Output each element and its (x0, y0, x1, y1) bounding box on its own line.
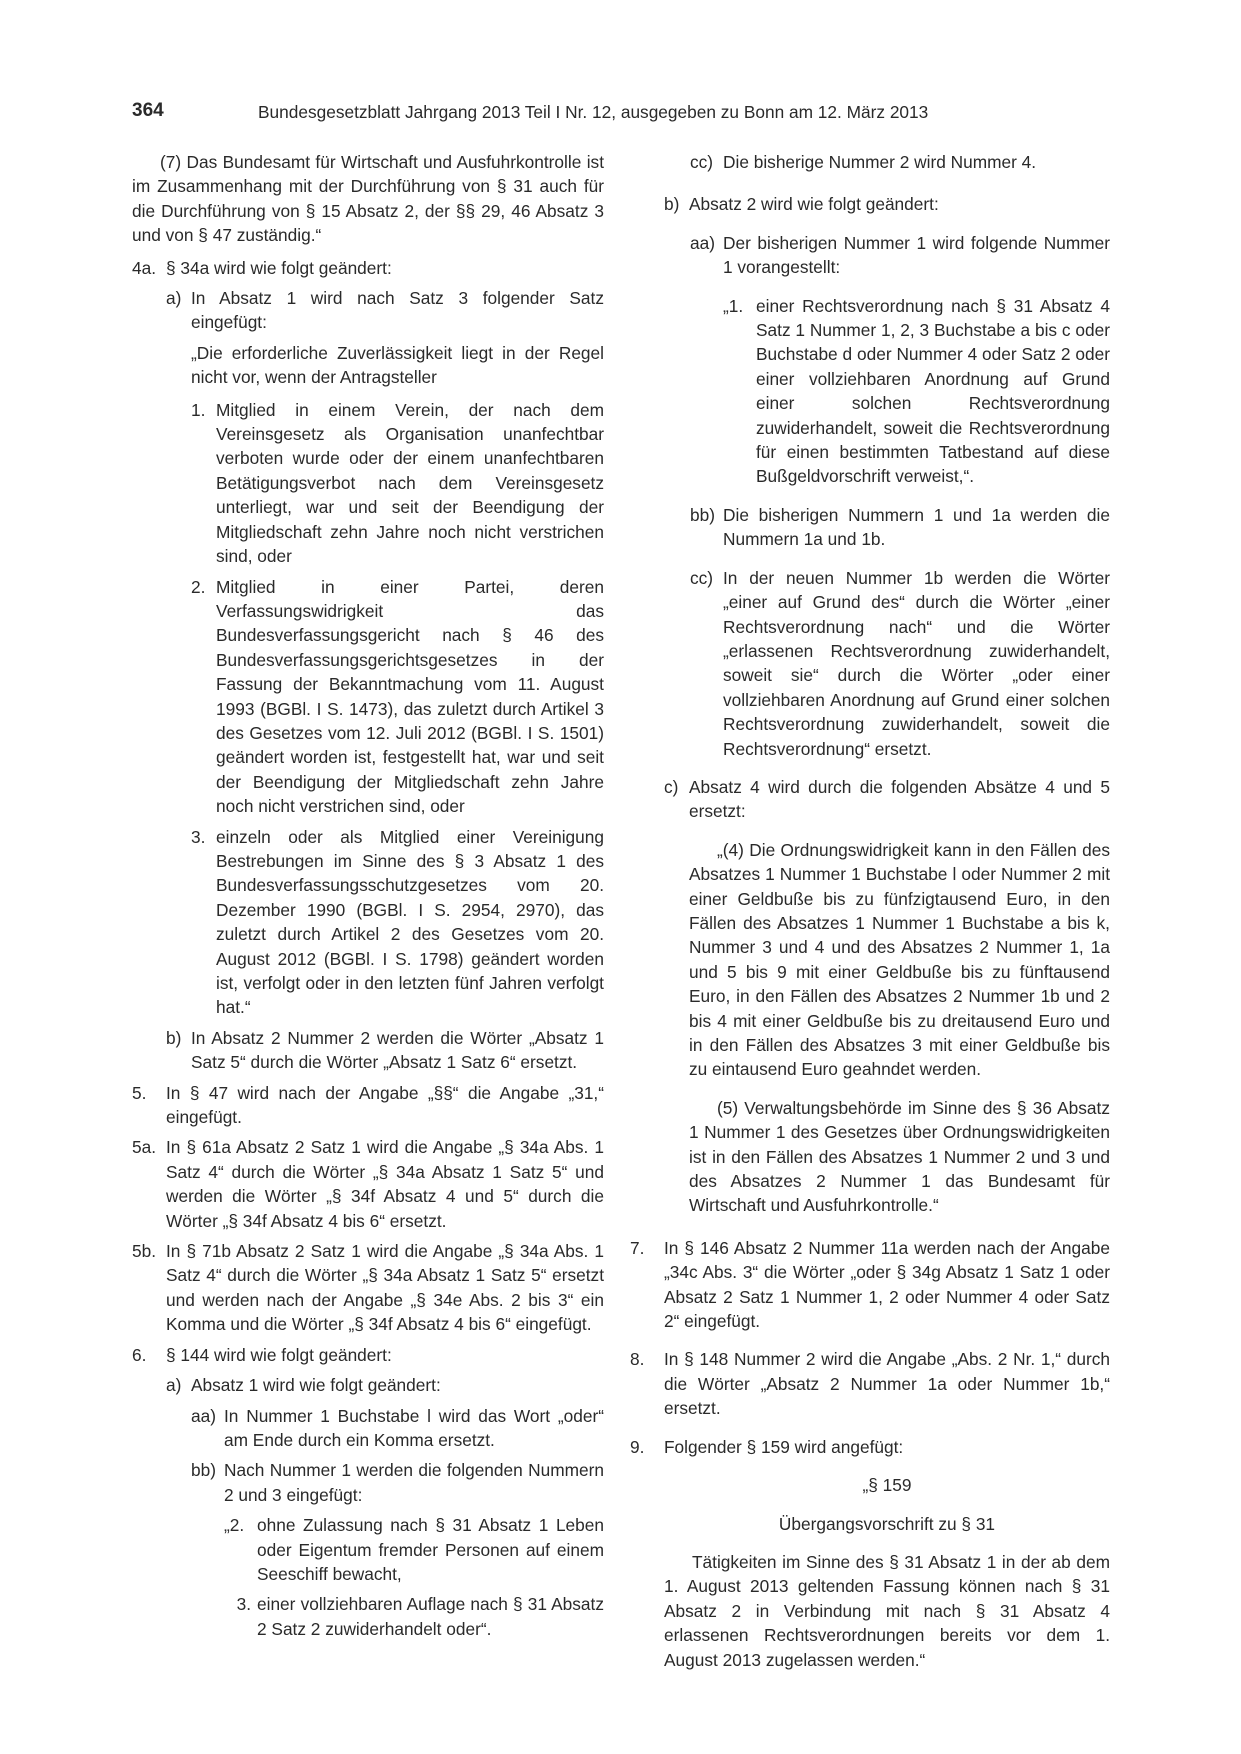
item-label: bb) (690, 504, 715, 525)
list-item-5b (132, 1239, 604, 1337)
item-label: aa) (191, 1405, 216, 1426)
paragraph-7: (7) Das Bundesamt für Wirtschaft und Ausfuhrkontrolle ist im Zusammenhang mit der Durchführung von § 31 auch für die Durchführung von § 15 Absatz 2, der §§ 29, 46 Absatz 3 und von § 47 zuständig.“ (132, 152, 604, 246)
list-item-b (664, 192, 1110, 216)
list-item-1 (191, 398, 604, 569)
list-item-b-cc (690, 566, 1110, 761)
item-text: Die bisherigen Nummern 1 und 1a werden die Nummern 1a und 1b. (723, 504, 1110, 550)
item-text: Absatz 4 wird durch die folgenden Absätze 4 und 5 ersetzt: (689, 776, 1110, 822)
item-label: bb) (191, 1460, 216, 1481)
list-item-4a (132, 256, 604, 280)
section-text: Tätigkeiten im Sinne des § 31 Absatz 1 in der ab dem 1. August 2013 geltenden Fassung können nach § 31 Absatz 2 in Verbindung mit nach § 31 Absatz 4 erlassenen Rechtsverordnungen bereits vor dem 1. August 2013 zugelassen werden.“ (664, 1551, 1110, 1670)
item-label: 6. (132, 1344, 147, 1365)
item-text: In Absatz 2 Nummer 2 werden die Wörter „Absatz 1 Satz 5“ durch die Wörter „Absatz 1 Satz 6“ ersetzt. (191, 1027, 604, 1073)
item-text: Mitglied in einem Verein, der nach dem Vereinsgesetz als Organisation unanfechtbar verboten wurde oder der einem unanfechtbaren Betätigungsverbot nach dem Vereinsgesetz unterliegt, war und seit der Beendigung der Mitgliedschaft zehn Jahre noch nicht verstrichen sind, oder (216, 399, 604, 567)
list-item-cc-bisherige (690, 150, 1110, 174)
list-item-5a (132, 1135, 604, 1233)
item-text: In § 146 Absatz 2 Nummer 11a werden nach der Angabe „34c Abs. 3“ die Wörter „oder § 34g Absatz 1 Satz 1 oder Absatz 2 Satz 1 Nummer 1, 2 oder Nummer 4 oder Satz 2“ eingefügt. (664, 1237, 1110, 1332)
list-item-6-bb (191, 1458, 604, 1507)
item-label: 7. (630, 1237, 645, 1258)
item-label: cc) (690, 152, 714, 172)
item-label: c) (664, 776, 679, 797)
list-item-c (664, 775, 1110, 824)
list-item-6-a (166, 1373, 604, 1397)
item-label: b) (664, 194, 680, 215)
item-label: 5a. (132, 1137, 157, 1158)
list-item-3 (191, 825, 604, 1020)
item-text: In Nummer 1 Buchstabe l wird das Wort „oder“ am Ende durch ein Komma ersetzt. (224, 1405, 604, 1450)
item-label: 1. (191, 399, 206, 420)
item-text: Folgender § 159 wird angefügt: (664, 1436, 904, 1457)
item-label: 3. (191, 826, 206, 847)
section-heading: Übergangsvorschrift zu § 31 (778, 1513, 996, 1534)
section-title: „§ 159 (862, 1475, 912, 1496)
quote-item-3 (224, 1592, 604, 1641)
list-item-8 (630, 1347, 1110, 1420)
item-label: 9. (630, 1436, 645, 1457)
item-label: cc) (690, 567, 714, 588)
item-text: einer Rechtsverordnung nach § 31 Absatz 4 Satz 1 Nummer 1, 2, 3 Buchstabe a bis c oder Buchstabe d oder Nummer 4 oder Satz 2 oder einer vollziehbaren Anordnung auf Grund einer solchen Rechtsverordnung zuwiderhandelt, soweit die Rechtsverordnung für einen bestimmten Tatbestand auf diese Bußgeldvorschrift verweist,“. (756, 295, 1110, 487)
list-item-4a-b (166, 1026, 604, 1075)
quote-intro: „Die erforderliche Zuverlässigkeit liegt in der Regel nicht vor, wenn der Antragsteller (191, 342, 604, 388)
item-label: 5. (132, 1082, 147, 1103)
item-text: § 34a wird wie folgt geändert: (166, 257, 392, 278)
item-text: In der neuen Nummer 1b werden die Wörter „einer auf Grund des“ durch die Wörter „einer Rechtsverordnung nach“ und die Wörter „erlassenen Rechtsverordnung zuwiderhandelt, soweit sie“ durch die Wörter „oder einer vollziehbaren Anordnung auf Grund einer solchen Rechtsverordnung zuwiderhandelt, soweit die Rechtsverordnung“ ersetzt. (723, 567, 1110, 759)
item-label: „1. (723, 295, 744, 316)
list-item-6 (132, 1343, 604, 1367)
item-text: In § 61a Absatz 2 Satz 1 wird die Angabe „§ 34a Abs. 1 Satz 4“ durch die Wörter „§ 34a Absatz 1 Satz 5“ und werden die Wörter „§ 34f Absatz 4 und 5“ durch die Wörter „§ 34f Absatz 4 bis 6“ ersetzt. (166, 1137, 604, 1231)
item-label: 3. (236, 1594, 251, 1615)
page-header-title: Bundesgesetzblatt Jahrgang 2013 Teil I Nr. 12, ausgegeben zu Bonn am 12. März 2013 (258, 102, 929, 122)
item-label: 8. (630, 1349, 645, 1370)
paragraph-absatz-4: „(4) Die Ordnungswidrigkeit kann in den Fällen des Absatzes 1 Nummer 1 Buchstabe l oder Nummer 2 mit einer Geldbuße bis zu fünfzigtausend Euro, in den Fällen des Absatzes 1 Nummer 1 Buchstabe a bis k, Nummer 3 und 4 und des Absatzes 2 Nummer 1, 1a und 5 bis 9 mit einer Geldbuße bis zu fünftausend Euro, in den Fällen des Absatzes 2 Nummer 1b und 2 bis 4 mit einer Geldbuße bis zu dreitausend Euro und in den Fällen des Absatzes 3 mit einer Geldbuße bis zu eintausend Euro geahndet werden. (689, 839, 1110, 1080)
item-text: einzeln oder als Mitglied einer Vereinigung Bestrebungen im Sinne des § 3 Absatz 1 des Bundesverfassungsschutzgesetzes vom 20. Dezember 1990 (BGBl. I S. 2954, 2970), das zuletzt durch Artikel 2 des Gesetzes vom 20. August 2012 (BGBl. I S. 1798) geändert worden ist, verfolgt oder in den letzten fünf Jahren verfolgt hat.“ (216, 826, 604, 1018)
paragraph-absatz-5: (5) Verwaltungsbehörde im Sinne des § 36 Absatz 1 Nummer 1 des Gesetzes über Ordnungswidrigkeiten ist in den Fällen des Absatzes 1 Nummer 2 und 3 und des Absatzes 2 Nummer 1 das Bundesamt für Wirtschaft und Ausfuhrkontrolle.“ (689, 1097, 1110, 1216)
item-text: Absatz 1 wird wie folgt geändert: (191, 1375, 441, 1396)
list-item-9 (630, 1435, 1110, 1459)
item-text: Nach Nummer 1 werden die folgenden Nummern 2 und 3 eingefügt: (224, 1460, 604, 1505)
item-label: aa) (690, 232, 715, 253)
item-label: 4a. (132, 257, 157, 278)
item-text: ohne Zulassung nach § 31 Absatz 1 Leben oder Eigentum fremder Personen auf einem Seeschiff bewacht, (257, 1515, 604, 1584)
list-item-4a-a (166, 286, 604, 335)
item-text: Die bisherige Nummer 2 wird Nummer 4. (723, 152, 1037, 172)
list-item-b-bb (690, 503, 1110, 552)
item-text: In § 148 Nummer 2 wird die Angabe „Abs. 2 Nr. 1,“ durch die Wörter „Absatz 2 Nummer 1a oder Nummer 1b,“ ersetzt. (664, 1349, 1110, 1419)
item-text: einer vollziehbaren Auflage nach § 31 Absatz 2 Satz 2 zuwiderhandelt oder“. (257, 1594, 604, 1639)
item-label: 2. (191, 576, 206, 597)
item-label: a) (166, 288, 182, 309)
list-item-b-aa (690, 231, 1110, 280)
quote-item-1 (723, 294, 1110, 489)
list-item-5 (132, 1081, 604, 1130)
item-label: „2. (224, 1515, 245, 1536)
left-column (132, 150, 604, 1647)
item-text: Der bisherigen Nummer 1 wird folgende Nummer 1 vorangestellt: (723, 232, 1110, 278)
right-column (630, 150, 1110, 1680)
item-label: b) (166, 1027, 182, 1048)
quote-item-2 (224, 1513, 604, 1586)
item-text: § 144 wird wie folgt geändert: (166, 1344, 392, 1365)
item-text: Absatz 2 wird wie folgt geändert: (689, 194, 939, 215)
item-text: In § 47 wird nach der Angabe „§§“ die Angabe „31,“ eingefügt. (166, 1082, 604, 1128)
list-item-7 (630, 1236, 1110, 1334)
item-text: In § 71b Absatz 2 Satz 1 wird die Angabe „§ 34a Abs. 1 Satz 4“ durch die Wörter „§ 34a Absatz 1 Satz 5“ ersetzt und werden nach der Angabe „§ 34e Abs. 2 bis 3“ ein Komma und die Wörter „§ 34f Absatz 4 bis 6“ eingefügt. (166, 1241, 604, 1335)
list-item-2 (191, 575, 604, 819)
item-label: 5b. (132, 1241, 157, 1262)
item-text: Mitglied in einer Partei, deren Verfassungswidrigkeit das Bundesverfassungsgericht nach § 46 des Bundesverfassungsgerichtsgesetzes in der Fassung der Bekanntmachung vom 11. August 1993 (BGBl. I S. 1473), das zuletzt durch Artikel 3 des Gesetzes vom 12. Juli 2012 (BGBl. I S. 1501) geändert worden ist, festgestellt hat, war und seit der Beendigung der Mitgliedschaft zehn Jahre noch nicht verstrichen sind, oder (216, 576, 604, 817)
page-number: 364 (132, 100, 164, 121)
item-text: In Absatz 1 wird nach Satz 3 folgender Satz eingefügt: (191, 288, 604, 333)
list-item-6-aa (191, 1404, 604, 1453)
item-label: a) (166, 1375, 182, 1396)
